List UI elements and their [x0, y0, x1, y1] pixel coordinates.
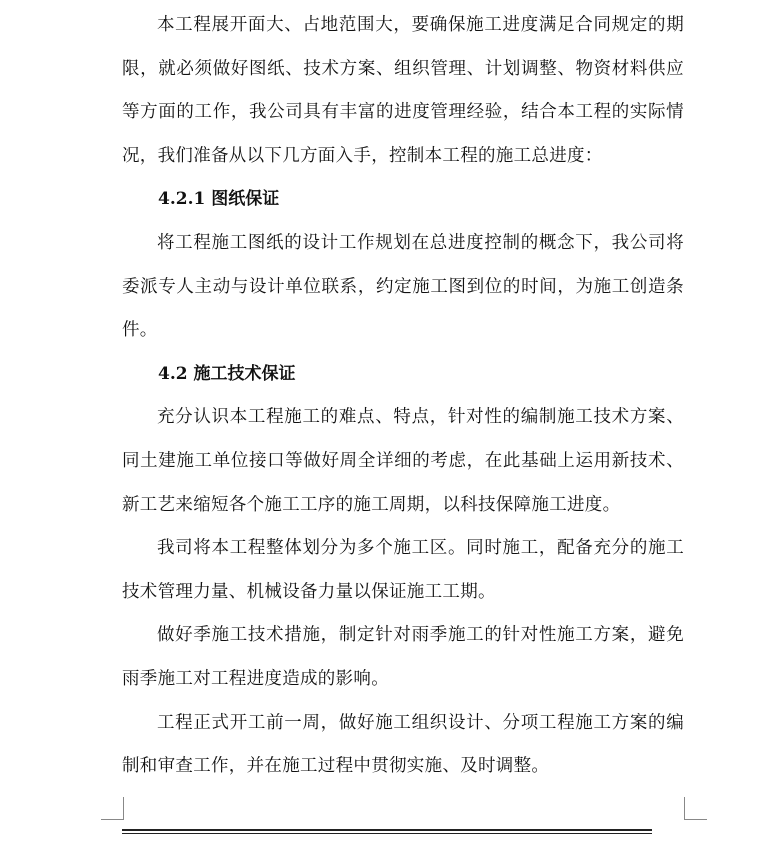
paragraph-construction-zones: 我司将本工程整体划分为多个施工区。同时施工，配备充分的施工技术管理力量、机械设备力量以保证施工工期。 — [122, 538, 684, 602]
paragraph-rainy-season: 做好季施工技术措施，制定针对雨季施工的针对性施工方案，避免雨季施工对工程进度造成的影响。 — [122, 625, 684, 689]
paragraph-intro: 本工程展开面大、占地范围大，要确保施工进度满足合同规定的期限，就必须做好图纸、技术方案、组织管理、计划调整、物资材料供应等方面的工作，我公司具有丰富的进度管理经验，结合本工程的实际情况，我们准备从以下几方面入手，控制本工程的施工总进度： — [122, 15, 684, 166]
footer-double-rule — [122, 829, 652, 834]
paragraph-technical-plan: 充分认识本工程施工的难点、特点，针对性的编制施工技术方案、同土建施工单位接口等做好周全详细的考虑，在此基础上运用新技术、新工艺来缩短各个施工工序的施工周期，以科技保障施工进度。 — [122, 407, 684, 515]
paragraph-drawing: 将工程施工图纸的设计工作规划在总进度控制的概念下，我公司将委派专人主动与设计单位联系，约定施工图到位的时间，为施工创造条件。 — [122, 232, 684, 341]
margin-corner-mark-right — [684, 797, 707, 820]
document-body — [122, 4, 684, 789]
margin-corner-mark-left — [101, 797, 124, 820]
heading-drawing-guarantee: 4.2.1 图纸保证 — [158, 189, 280, 210]
paragraph-pre-start: 工程正式开工前一周，做好施工组织设计、分项工程施工方案的编制和审查工作，并在施工过程中贯彻实施、及时调整。 — [122, 712, 684, 777]
heading-technical-guarantee: 4.2 施工技术保证 — [158, 363, 296, 384]
